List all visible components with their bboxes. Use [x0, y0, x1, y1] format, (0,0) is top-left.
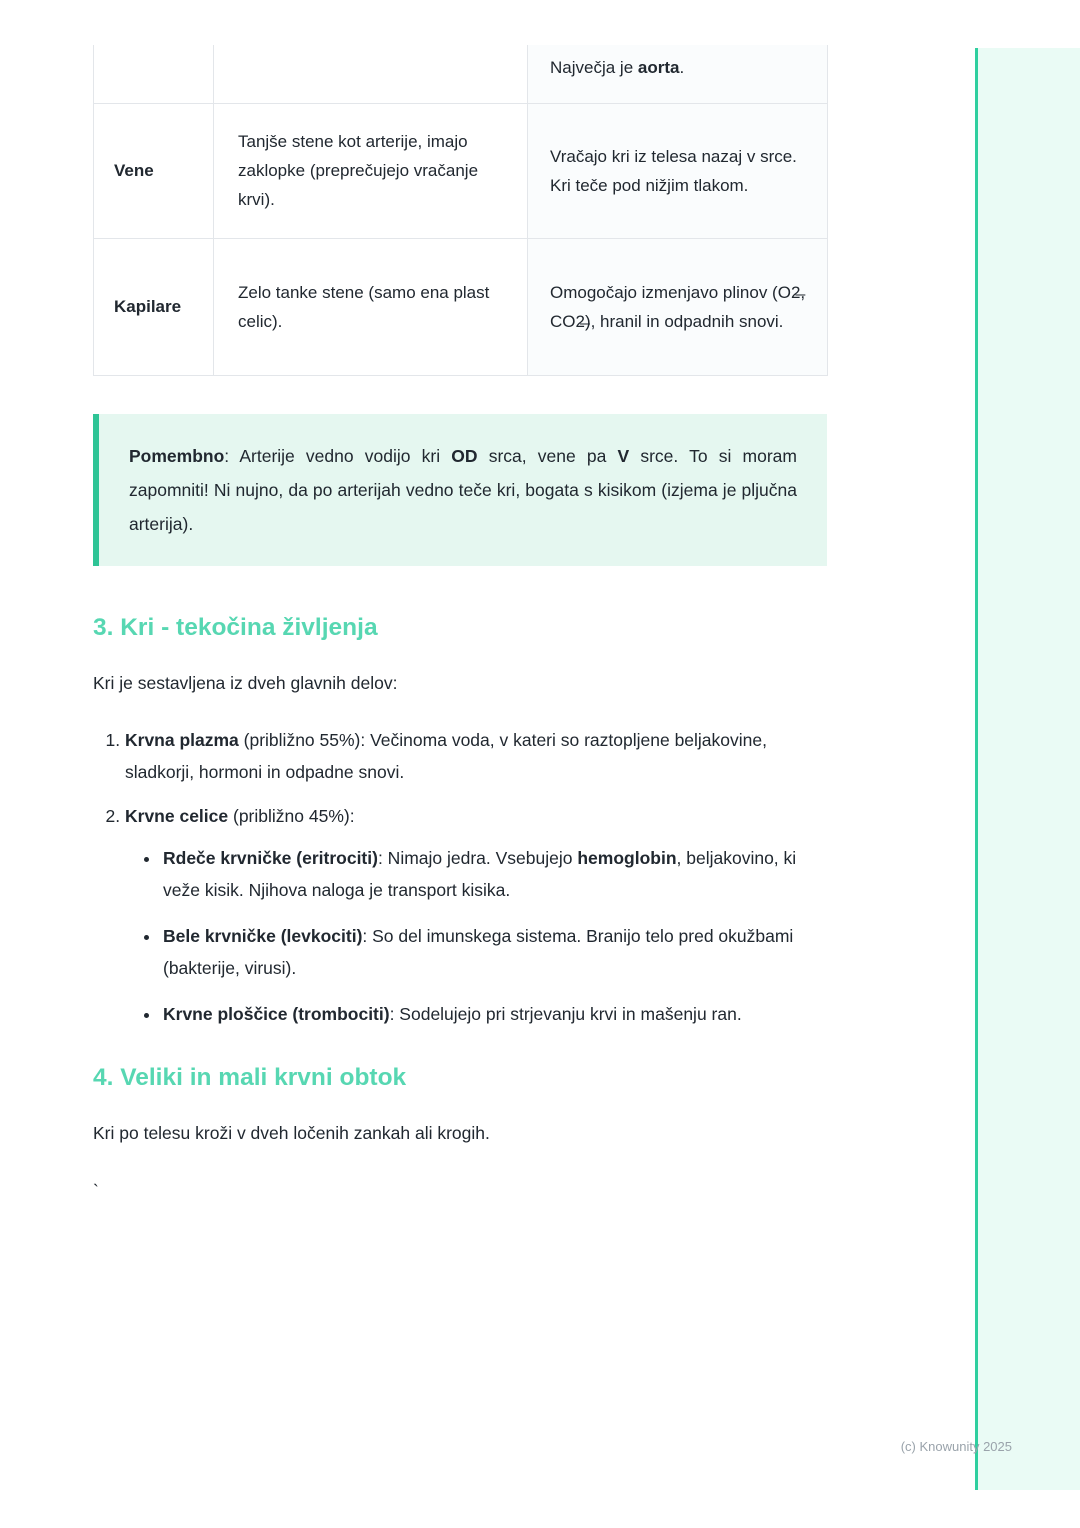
callout-text [129, 439, 797, 541]
vessels-table [93, 45, 828, 376]
sublist-item-text [163, 848, 796, 900]
list-item-text [125, 730, 767, 782]
vessel-name-cell: Vene [94, 103, 214, 238]
text-run: , beljakovino, ki veže kisik. Njihova naloga je transport kisika. [163, 847, 797, 900]
text-run: : Sodelujejo pri strjevanju krvi in mašenju ran. [389, 1003, 742, 1024]
vessel-structure-cell: Zelo tanke stene (samo ena plast celic). [214, 238, 528, 375]
bold-text-run: Krvne celice [125, 805, 229, 826]
important-callout [93, 414, 827, 566]
vessel-name-cell: Kapilare [94, 238, 214, 375]
text-run: Največja je [550, 58, 638, 77]
list-item-text [125, 806, 355, 826]
bold-text-run: Krvne ploščice (trombociti) [163, 1003, 390, 1024]
sublist-item-erythrocytes [161, 842, 827, 906]
text-run: : Nimajo jedra. Vsebujejo [377, 847, 578, 868]
table-row-partial [94, 45, 828, 103]
section-3-intro: Kri je sestavljena iz dveh glavnih delov: [93, 672, 398, 693]
text-run: : Arterije vedno vodijo kri [224, 445, 452, 466]
list-item-plasma [125, 724, 827, 788]
copyright-text: (c) Knowunity 2025 [900, 1439, 1012, 1454]
blood-components-list [93, 724, 827, 1030]
stray-backtick: ` [93, 1180, 99, 1201]
text-run: srca, vene pa [477, 445, 618, 466]
vessel-function-cell: Vračajo kri iz telesa nazaj v srce. Kri teče pod nižjim tlakom. [528, 103, 828, 238]
bold-text-run: Krvna plazma [125, 729, 239, 750]
section-3-heading: 3. Kri - tekočina življenja [93, 613, 378, 641]
vessel-structure-cell-empty [214, 45, 528, 103]
document-content [93, 0, 827, 1206]
section-4-paragraph: Kri po telesu kroži v dveh ločenih zankah ali krogih. [93, 1122, 490, 1143]
bold-text-run: V [617, 445, 630, 466]
sublist-item-thrombocytes [161, 998, 827, 1030]
bold-text-run: Bele krvničke (levkociti) [163, 925, 363, 946]
text-run: srce. To si moram zapomniti! Ni nujno, da po arterijah vedno teče kri, bogata s kisikom (izjema je pljučna arterija). [129, 445, 797, 534]
cell-text [550, 58, 684, 77]
vessel-function-cell: Omogočajo izmenjavo plinov (O2̶, CO2̶), hranil in odpadnih snovi. [528, 238, 828, 375]
bold-text-run: hemoglobin [577, 847, 677, 868]
bold-text-run: OD [451, 445, 478, 466]
table-row-kapilare [94, 238, 828, 375]
sublist-item-text [163, 1004, 742, 1024]
section-4-heading: 4. Veliki in mali krvni obtok [93, 1063, 407, 1091]
blood-cells-sublist [125, 842, 827, 1030]
sublist-item-text [163, 926, 793, 978]
bold-text-run: Pomembno [129, 445, 225, 466]
side-accent-strip [975, 48, 1080, 1490]
text-run: (približno 45%): [228, 805, 355, 826]
vessel-name-cell-empty [94, 45, 214, 103]
bold-text-run: Rdeče krvničke (eritrociti) [163, 847, 378, 868]
vessel-function-cell [528, 45, 828, 103]
list-item-cells [125, 800, 827, 1030]
table-row-vene [94, 103, 828, 238]
bold-text-run: aorta [637, 58, 680, 77]
vessel-structure-cell: Tanjše stene kot arterije, imajo zaklopke (preprečujejo vračanje krvi). [214, 103, 528, 238]
sublist-item-leukocytes [161, 920, 827, 984]
text-run: . [679, 58, 685, 77]
text-run: (približno 55%): Večinoma voda, v kateri so raztopljene beljakovine, sladkorji, hormoni in odpadne snovi. [125, 729, 767, 782]
text-run: : So del imunskega sistema. Branijo telo pred okužbami (bakterije, virusi). [163, 925, 794, 978]
